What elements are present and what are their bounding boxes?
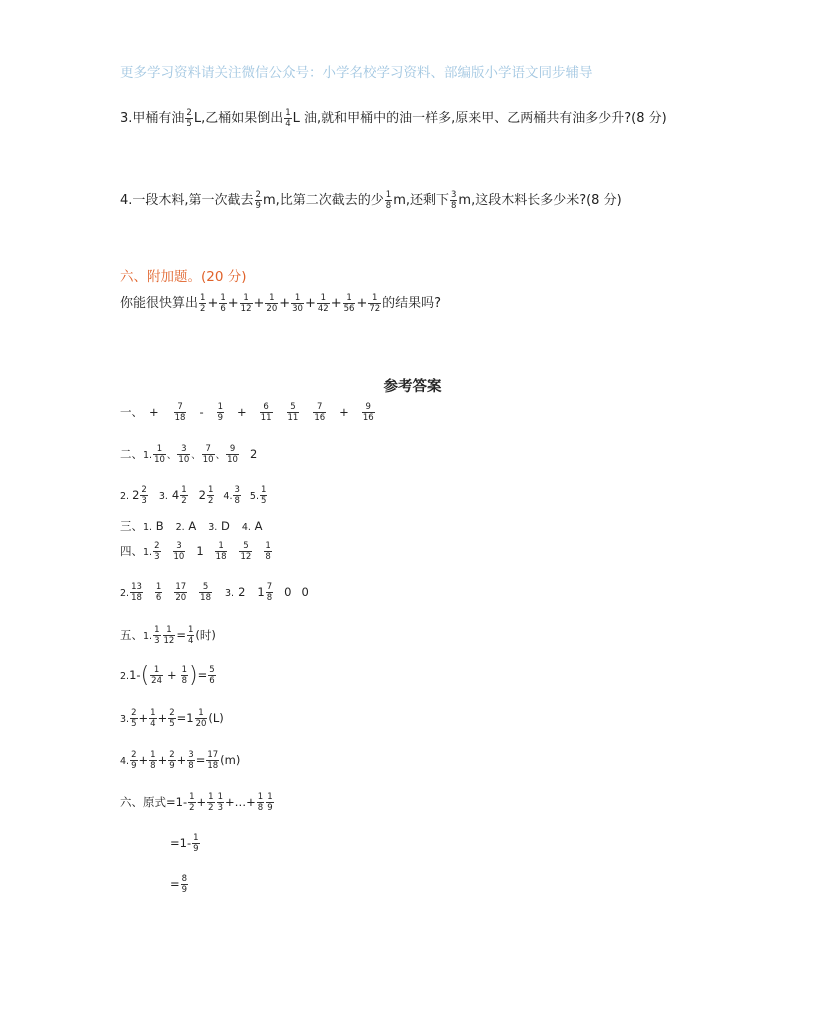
fraction: $\frac{2}{9}$ — [169, 750, 175, 771]
question-3 — [120, 107, 667, 129]
q4-text-c: m,还剩下 — [393, 193, 449, 208]
fraction: $\frac{7}{18}$ — [174, 402, 186, 423]
answer-5-1: 五、1. $\frac{1}{3}$ $\frac{1}{12}$ = $\frac{1}{4}$ (时) — [120, 625, 216, 646]
fraction: $\frac{1}{8}$ — [257, 792, 264, 813]
fraction: $\frac{2}{3}$ — [154, 541, 160, 562]
answer-5-4: 4. $\frac{2}{9}$ + $\frac{1}{8}$ + $\frac{2}{9}$ + $\frac{3}{8}$ = $\frac{17}{18}$ (m) — [120, 750, 241, 771]
answer-title: 参考答案 — [383, 379, 442, 395]
fraction: $\frac{1}{9}$ — [267, 792, 273, 813]
bonus-text-b: 的结果吗? — [382, 296, 442, 311]
answer-1: 一、 + $\frac{7}{18}$ - $\frac{1}{9}$ + $\frac{6}{11}$ $\frac{5}{11}$ $\frac{7}{16}$ + $\frac{9}{16}$ — [120, 402, 374, 423]
fraction: $\frac{1}{18}$ — [215, 541, 227, 562]
fraction: $\frac{1}{20}$ — [266, 293, 278, 314]
fraction: $\frac{9}{16}$ — [362, 402, 374, 423]
fraction: $\frac{1}{24}$ — [151, 665, 162, 686]
fraction: $\frac{1}{8}$ — [150, 750, 156, 771]
fraction: $\frac{1}{2}$ — [207, 485, 214, 506]
bonus-text-a: 你能很快算出 — [120, 296, 199, 311]
fraction: $\frac{2}{5}$ — [131, 708, 137, 729]
fraction: $\frac{5}{11}$ — [287, 402, 299, 423]
fraction: $\frac{7}{16}$ — [314, 402, 326, 423]
answer-5-3: 3. $\frac{2}{5}$ + $\frac{1}{4}$ + $\frac{2}{5}$ =1 $\frac{1}{20}$ (L) — [120, 708, 224, 729]
fraction: $\frac{2}{3}$ — [141, 485, 147, 506]
answer-6-line-1: 六、原式=1- $\frac{1}{2}$ + $\frac{1}{2}$ $\frac{1}{3}$ +…+ $\frac{1}{8}$ $\frac{1}{9}$ — [120, 792, 273, 813]
fraction: $\frac{1}{42}$ — [317, 293, 329, 314]
fraction: $\frac{1}{9}$ — [217, 402, 224, 423]
header-watermark: 更多学习资料请关注微信公众号：小学名校学习资料、部编版小学语文同步辅导 — [120, 65, 593, 81]
q4-text-b: m,比第二次截去的少 — [262, 193, 384, 208]
fraction: $\frac{8}{9}$ — [181, 874, 188, 895]
fraction: $\frac{17}{18}$ — [207, 750, 219, 771]
fraction: $\frac{1}{5}$ — [260, 485, 267, 506]
answer-4-1: 四、1. $\frac{2}{3}$ $\frac{3}{10}$ 1 $\frac{1}{18}$ $\frac{5}{12}$ $\frac{1}{8}$ — [120, 541, 271, 562]
fraction: $\frac{5}{18}$ — [200, 582, 211, 603]
q3-text-b: L,乙桶如果倒出 — [193, 111, 284, 126]
fraction: $\frac{1}{9}$ — [193, 833, 199, 854]
q3-text-a: 3.甲桶有油 — [120, 111, 185, 126]
fraction: $\frac{1}{4}$ — [187, 625, 194, 646]
fraction: $\frac{13}{18}$ — [131, 582, 142, 603]
fraction: $\frac{17}{20}$ — [175, 582, 187, 603]
fraction: $\frac{2}{5}$ — [186, 108, 192, 129]
fraction: $\frac{1}{30}$ — [292, 293, 303, 314]
fraction: $\frac{1}{2}$ — [208, 792, 214, 813]
answer-2-1: 二、1. $\frac{1}{10}$ 、 $\frac{3}{10}$ 、 $\frac{7}{10}$ 、 $\frac{9}{10}$ 2 — [120, 444, 258, 465]
fraction: $\frac{1}{2}$ — [189, 792, 195, 813]
section-6-heading: 六、附加题。(20 分) — [120, 269, 247, 285]
fraction: $\frac{1}{2}$ — [181, 485, 187, 506]
answer-6-line-2: =1- $\frac{1}{9}$ — [170, 833, 199, 854]
fraction: $\frac{1}{3}$ — [154, 625, 160, 646]
fraction: $\frac{5}{12}$ — [240, 541, 252, 562]
fraction: $\frac{3}{10}$ — [178, 444, 190, 465]
fraction: $\frac{1}{4}$ — [285, 108, 291, 129]
answer-3: 三、1. B 2. A 3. D 4. A — [120, 519, 263, 533]
fraction: $\frac{1}{8}$ — [265, 541, 271, 562]
fraction: $\frac{1}{2}$ — [200, 293, 206, 314]
fraction: $\frac{1}{12}$ — [163, 625, 175, 646]
q4-text-d: m,这段木料长多少米?(8 分) — [458, 193, 622, 208]
fraction: $\frac{1}{3}$ — [217, 792, 224, 813]
fraction: $\frac{1}{56}$ — [343, 293, 355, 314]
question-bonus: 你能很快算出 $\frac{1}{2}$ + $\frac{1}{6}$ + $\frac{1}{12}$ + $\frac{1}{20}$ + $\frac{1}{30}$ + $\frac{1}{42}$ + $\frac{1}{56}$ + $\frac{1}{72}$ 的结果吗? — [120, 293, 442, 314]
fraction: $\frac{5}{6}$ — [209, 665, 215, 686]
fraction: $\frac{7}{8}$ — [266, 582, 273, 603]
fraction: $\frac{3}{8}$ — [188, 750, 194, 771]
fraction: $\frac{1}{6}$ — [155, 582, 162, 603]
fraction: $\frac{1}{12}$ — [240, 293, 252, 314]
answer-5-2: 2.1-( $\frac{1}{24}$ + $\frac{1}{8}$ )= $\frac{5}{6}$ — [120, 663, 215, 688]
q4-text-a: 4.一段木料,第一次截去 — [120, 193, 254, 208]
fraction: $\frac{3}{10}$ — [173, 541, 185, 562]
fraction: $\frac{1}{8}$ — [181, 665, 188, 686]
fraction: $\frac{2}{9}$ — [255, 190, 261, 211]
fraction: $\frac{2}{9}$ — [131, 750, 137, 771]
fraction: $\frac{1}{10}$ — [154, 444, 165, 465]
fraction: $\frac{3}{8}$ — [234, 485, 240, 506]
fraction: $\frac{3}{8}$ — [450, 190, 457, 211]
q3-text-c: L 油,就和甲桶中的油一样多,原来甲、乙两桶共有油多少升?(8 分) — [292, 111, 667, 126]
fraction: $\frac{1}{6}$ — [220, 293, 226, 314]
fraction: $\frac{7}{10}$ — [202, 444, 214, 465]
answer-4-2: 2. $\frac{13}{18}$ $\frac{1}{6}$ $\frac{17}{20}$ $\frac{5}{18}$ 3. 2 1 $\frac{7}{8}$ 0 0 — [120, 582, 309, 603]
fraction: $\frac{1}{72}$ — [369, 293, 381, 314]
answer-2-2: 2. 2 $\frac{2}{3}$ 3. 4 $\frac{1}{2}$ 2 $\frac{1}{2}$ 4. $\frac{3}{8}$ 5. $\frac{1}{5}$ — [120, 485, 267, 506]
fraction: $\frac{9}{10}$ — [227, 444, 238, 465]
fraction: $\frac{2}{5}$ — [169, 708, 175, 729]
answer-6-line-3: = $\frac{8}{9}$ — [170, 874, 188, 895]
fraction: $\frac{1}{4}$ — [150, 708, 156, 729]
fraction: $\frac{6}{11}$ — [260, 402, 272, 423]
question-4 — [120, 189, 622, 211]
fraction: $\frac{1}{20}$ — [195, 708, 207, 729]
fraction: $\frac{1}{8}$ — [385, 190, 392, 211]
